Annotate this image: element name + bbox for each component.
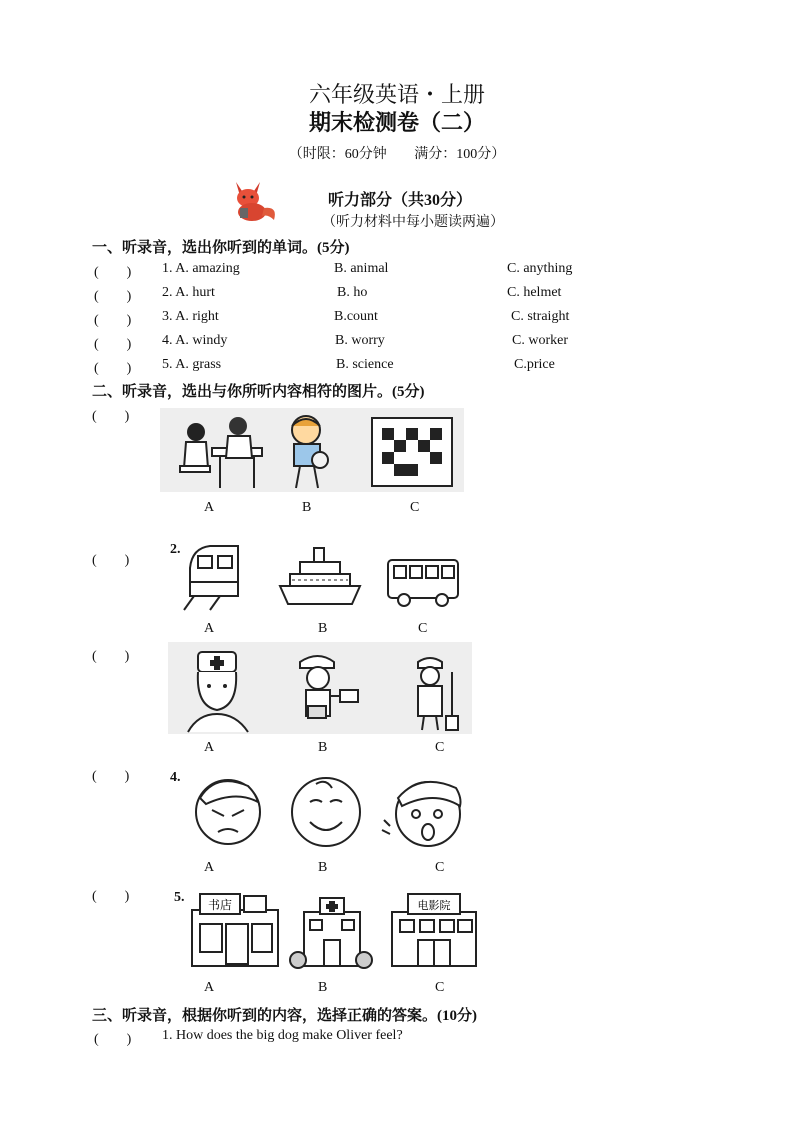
- exam-title-line1: 六年级英语・上册: [308, 82, 485, 107]
- section1-item-5: [94, 357, 614, 377]
- train-icon: [184, 546, 238, 610]
- cinema-sign: 电影院: [417, 899, 451, 912]
- option-label-b: B: [302, 500, 312, 515]
- question-number: 5.: [174, 890, 185, 905]
- exam-info: [0, 143, 794, 163]
- listening-section-note: （听力材料中每小题读两遍）: [322, 215, 504, 230]
- crying-face-icon: [382, 782, 461, 846]
- bookstore-icon: [192, 894, 278, 966]
- option-c: C. straight: [511, 309, 570, 324]
- option-label-b: B: [318, 980, 328, 995]
- full-marks: 满分：100分）: [414, 147, 506, 162]
- option-c: C. worker: [512, 333, 568, 348]
- option-label-c: C: [435, 980, 445, 995]
- angry-face-icon: [196, 780, 260, 844]
- exam-title-line2: 期末检测卷（二）: [308, 110, 485, 135]
- option-a: 3. A. right: [162, 309, 219, 324]
- answer-paren[interactable]: ( ): [94, 289, 132, 304]
- option-label-c: C: [410, 500, 420, 515]
- q1-picture-strip: [160, 408, 464, 492]
- option-label-b: B: [318, 860, 328, 875]
- option-a: 2. A. hurt: [162, 285, 215, 300]
- ship-icon: [280, 548, 360, 604]
- option-label-b: B: [318, 740, 328, 755]
- option-c: C. helmet: [507, 285, 562, 300]
- bus-icon: [388, 560, 458, 606]
- answer-paren[interactable]: ( ): [92, 409, 130, 424]
- answer-paren[interactable]: ( ): [92, 553, 130, 568]
- section1-item-1: [94, 261, 614, 281]
- section2-heading: 二、听录音，选出与你所听内容相符的图片。(5分): [92, 384, 425, 400]
- question-number: 4.: [170, 770, 181, 785]
- hospital-icon: [290, 898, 372, 968]
- section1-item-3: [94, 309, 614, 329]
- listening-section-title: 听力部分（共30分）: [328, 192, 473, 209]
- question-text: 1. How does the big dog make Oliver feel?: [162, 1028, 403, 1043]
- bookstore-sign: 书店: [207, 898, 233, 912]
- option-b: B. animal: [334, 261, 389, 276]
- answer-paren[interactable]: ( ): [92, 889, 130, 904]
- section1-heading: 一、听录音，选出你听到的单词。(5分): [92, 240, 350, 256]
- answer-paren[interactable]: ( ): [92, 649, 130, 664]
- answer-paren[interactable]: ( ): [92, 769, 130, 784]
- section1-item-2: [94, 285, 614, 305]
- q2-picture-strip: [180, 538, 470, 616]
- section1-item-4: [94, 333, 614, 353]
- answer-paren[interactable]: ( ): [94, 337, 132, 352]
- question-number: 2.: [170, 542, 181, 557]
- time-limit: （时限：60分钟: [288, 147, 387, 162]
- section3-heading: 三、听录音，根据你听到的内容，选择正确的答案。(10分): [92, 1008, 477, 1024]
- answer-paren[interactable]: ( ): [94, 313, 132, 328]
- option-c: C.price: [514, 357, 555, 372]
- section3-item-1: [94, 1028, 614, 1048]
- option-label-a: A: [204, 740, 215, 755]
- crossword-puzzle-icon: [372, 418, 452, 486]
- option-a: 1. A. amazing: [162, 261, 240, 276]
- option-b: B.count: [334, 309, 378, 324]
- answer-paren[interactable]: ( ): [94, 1032, 132, 1047]
- option-label-c: C: [418, 621, 428, 636]
- option-label-a: A: [204, 860, 215, 875]
- fox-mascot-icon: [230, 178, 280, 222]
- option-label-a: A: [204, 980, 215, 995]
- q5-picture-strip: [186, 884, 482, 972]
- option-label-c: C: [435, 740, 445, 755]
- answer-paren[interactable]: ( ): [94, 361, 132, 376]
- option-label-a: A: [204, 621, 215, 636]
- option-a: 5. A. grass: [162, 357, 222, 372]
- q3-picture-strip: [168, 642, 472, 734]
- happy-face-icon: [292, 778, 360, 846]
- option-b: B. ho: [337, 285, 368, 300]
- option-label-b: B: [318, 621, 328, 636]
- answer-paren[interactable]: ( ): [94, 265, 132, 280]
- option-a: 4. A. windy: [162, 333, 228, 348]
- option-b: B. science: [336, 357, 394, 372]
- option-c: C. anything: [507, 261, 573, 276]
- q4-picture-strip: [186, 768, 472, 854]
- cinema-icon: [392, 894, 476, 966]
- option-label-a: A: [204, 500, 215, 515]
- option-b: B. worry: [335, 333, 385, 348]
- option-label-c: C: [435, 860, 445, 875]
